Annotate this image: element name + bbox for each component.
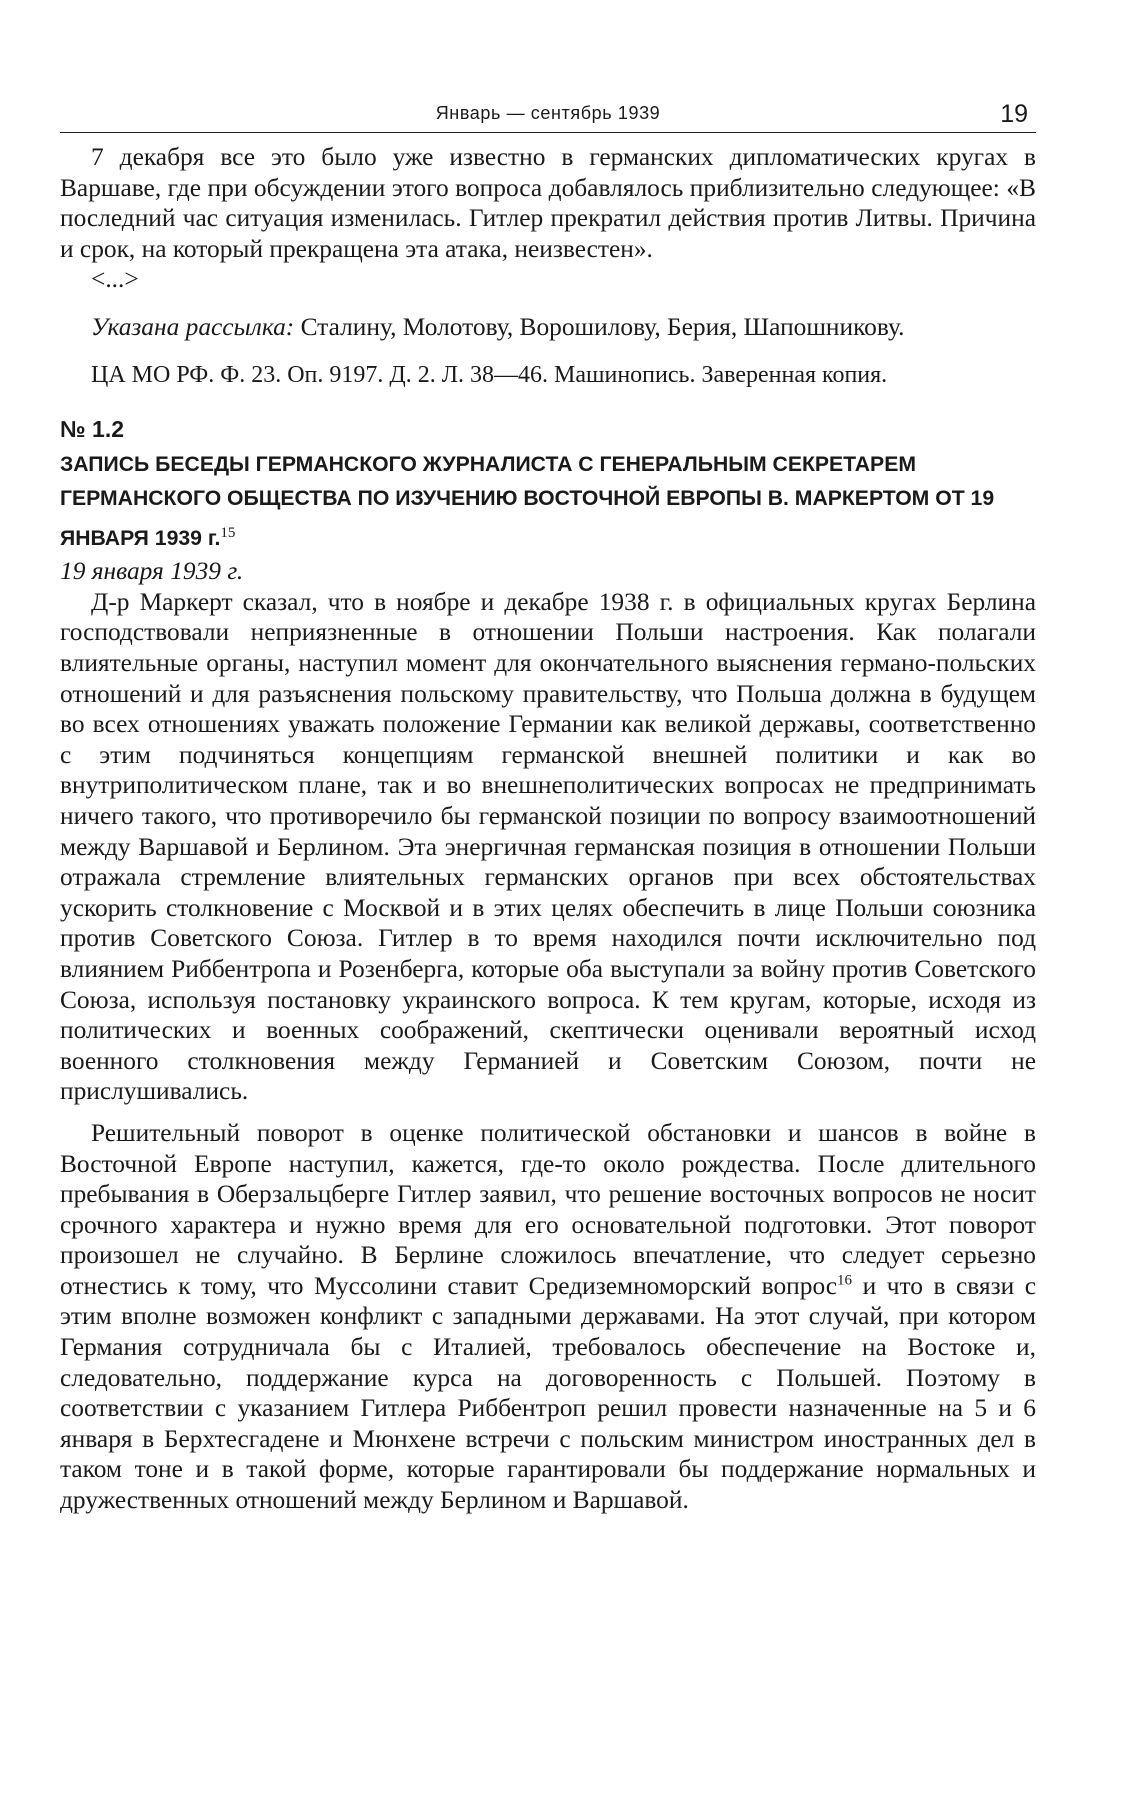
body-paragraph-2-part-2: и что в связи с этим вполне возможен конфликт с западными державами. На этот случай, при котором Германия сотрудничала бы с Италией, требовалось обеспечение на Востоке и, следовательно, поддержание курса на договоренность с Польшей. Поэтому в соответствии с указанием Гитлера Риббентроп решил провести назначенные на 5 и 6 января в Берхтесгадене и Мюнхене встречи с польским министром иностранных дел в таком тоне и в такой форме, которые гарантировали бы поддержание нормальных и дружественных отношений между Берлином и Варшавой.	[60, 1271, 1037, 1515]
page-number: 19	[1000, 100, 1028, 128]
distribution-label: Указана рассылка:	[91, 312, 295, 341]
running-title: Январь — сентябрь 1939	[435, 103, 661, 123]
distribution-note	[60, 312, 1036, 343]
body-paragraph-2-part-1: Решительный поворот в оценке политической обстановки и шансов в войне в Восточной Европе наступил, кажется, где-то около рождества. После длительного пребывания в Оберзальцберге Гитлер заявил, что решение восточных вопросов не носит срочного характера и нужно время для его основательной подготовки. Этот поворот произошел не случайно. В Берлине сложилось впечатление, что следует серьезно отнестись к тому, что Муссолини ставит Средиземноморский вопрос	[60, 1118, 1036, 1300]
intro-paragraph: 7 декабря все это было уже известно в германских дипломатических кругах в Варшаве, где при обсуждении этого вопроса добавлялось приблизительно следующее: «В последний час ситуация изменилась. Гитлер прекратил действия против Литвы. Причина и срок, на который прекращена эта атака, неизвестен».	[60, 143, 1036, 263]
running-header	[60, 98, 1036, 133]
document-date: 19 января 1939 г.	[60, 557, 244, 586]
title-footnote-ref: 15	[220, 525, 236, 542]
body-paragraph-1: Д-р Маркерт сказал, что в ноябре и декабре 1938 г. в официальных кругах Берлина господствовали неприязненные в отношении Польши настроения. Как полагали влиятельные органы, наступил момент для окончательного выяснения германо-польских отношений и для разъяснения польскому правительству, что Польша должна в будущем во всех отношениях уважать положение Германии как великой державы, соответственно с этим подчиняться концепциям германской внешней политики и как во внутриполитическом плане, так и во внешнеполитических вопросах не предпринимать ничего такого, что противоречило бы германской позиции по вопросу взаимоотношений между Варшавой и Берлином. Эта энергичная германская позиция в отношении Польши отражала стремление влиятельных германских органов при всех обстоятельствах ускорить столкновение с Москвой и в этих целях обеспечить в лице Польши союзника против Советского Союза. Гитлер в то время находился почти исключительно под влиянием Риббентропа и Розенберга, которые оба выступали за войну против Советского Союза, используя постановку украинского вопроса. К тем кругам, которые, исходя из политических и военных соображений, скептически оценивали вероятный исход военного столкновения между Германией и Советским Союзом, почти не прислушивались.	[60, 587, 1036, 1106]
page-content	[60, 142, 1036, 1516]
ellipsis-marker: <...>	[91, 265, 139, 294]
document-title	[60, 448, 1036, 556]
body-paragraph-2	[60, 1118, 1036, 1516]
footnote-ref-16: 16	[837, 1272, 853, 1289]
document-title-text: ЗАПИСЬ БЕСЕДЫ ГЕРМАНСКОГО ЖУРНАЛИСТА С ГЕНЕРАЛЬНЫМ СЕКРЕТАРЕМ ГЕРМАНСКОГО ОБЩЕСТВА ПО ИЗУЧЕНИЮ ВОСТОЧНОЙ ЕВРОПЫ В. МАРКЕРТОМ ОТ 19 ЯНВАРЯ 1939 г.	[60, 453, 995, 551]
document-number: № 1.2	[60, 416, 125, 443]
distribution-recipients: Сталину, Молотову, Ворошилову, Берия, Шапошникову.	[294, 312, 905, 341]
archive-reference: ЦА МО РФ. Ф. 23. Оп. 9197. Д. 2. Л. 38—46. Машинопись. Заверенная копия.	[91, 361, 888, 388]
